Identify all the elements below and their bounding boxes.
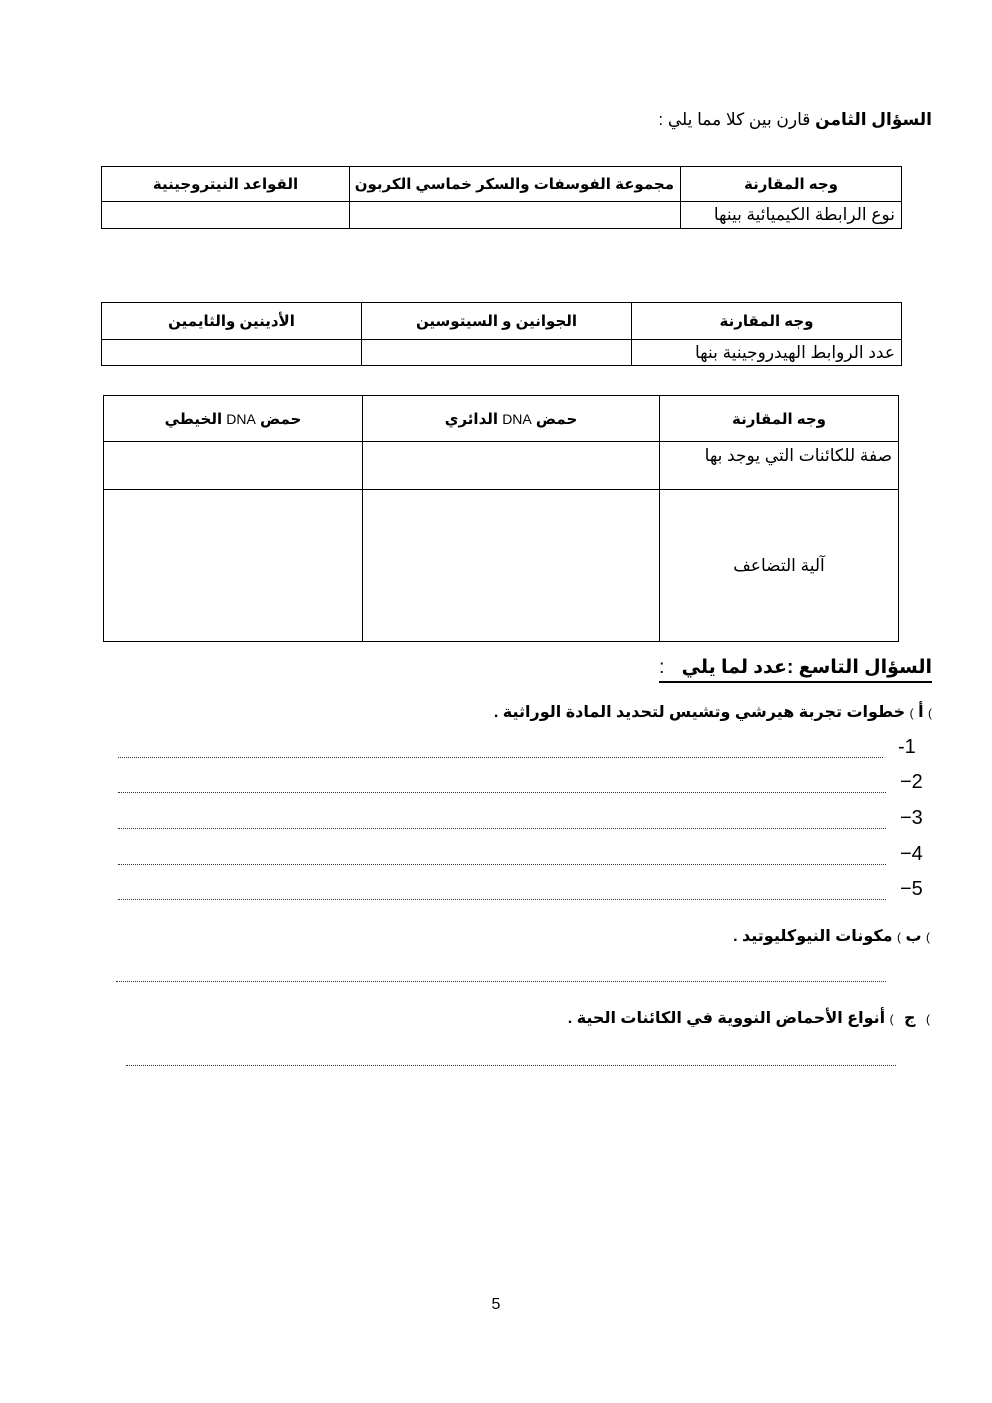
table3-row1-answer-2[interactable] xyxy=(104,442,363,490)
table3-header-circular-suffix: الدائري xyxy=(444,410,499,428)
answer-line-4[interactable] xyxy=(118,843,923,869)
comparison-table-bonds xyxy=(101,166,902,229)
table3-header-linear-dna xyxy=(104,396,363,442)
part-b-answer-line[interactable] xyxy=(116,964,886,986)
table3-header-circular-dna xyxy=(363,396,660,442)
comparison-table-dna-types xyxy=(103,395,899,642)
table2-answer-cell-1[interactable] xyxy=(362,340,632,366)
table2-answer-cell-2[interactable] xyxy=(102,340,362,366)
answer-line-2-dots xyxy=(118,792,886,793)
answer-line-3-dots xyxy=(118,828,886,829)
part-c-text: أنواع الأحماض النووية في الكائنات الحية . xyxy=(567,1010,886,1027)
part-a-text: خطوات تجربة هيرشي وتشيس لتحديد المادة الوراثية . xyxy=(493,704,906,721)
table1-answer-cell-1[interactable] xyxy=(350,202,681,229)
table3-header-aspect: وجه المقارنة xyxy=(660,396,899,442)
part-b-heading xyxy=(733,926,930,946)
answer-line-3-number: −3 xyxy=(900,807,923,829)
question-8-instruction: قارن بين كلا مما يلي : xyxy=(658,110,811,129)
answer-line-3[interactable] xyxy=(118,807,923,833)
table3-row2-answer-1[interactable] xyxy=(363,490,660,642)
table3-header-circular-prefix: حمض xyxy=(535,410,578,428)
table2-header-aspect: وجه المقارنة xyxy=(632,303,902,340)
part-a-marker: أ xyxy=(918,704,924,721)
answer-line-5-number: −5 xyxy=(900,878,923,900)
part-a-paren: ) xyxy=(928,706,932,720)
question-8-title: السؤال الثامن xyxy=(815,110,932,129)
table2-header-adenine-thymine: الأدينين والثايمين xyxy=(102,303,362,340)
part-c-answer-dots xyxy=(126,1065,896,1066)
table3-header-linear-suffix: الخيطي xyxy=(164,410,223,428)
part-c-marker: ج xyxy=(904,1010,916,1027)
table2-row-label: عدد الروابط الهيدروجينية بنها xyxy=(632,340,902,366)
answer-line-1-dots xyxy=(118,757,883,758)
table3-row1-answer-1[interactable] xyxy=(363,442,660,490)
answer-line-2-number: −2 xyxy=(900,771,923,793)
table3-header-linear-dna-label: DNA xyxy=(226,410,256,427)
part-a-heading xyxy=(494,702,932,722)
question-9-colon: : xyxy=(659,657,665,678)
table1-header-phosphate-sugar: مجموعة الفوسفات والسكر خماسي الكربون xyxy=(350,167,681,202)
table3-row2-label: آلية التضاعف xyxy=(660,490,899,642)
table1-row-label: نوع الرابطة الكيميائية بينها xyxy=(681,202,902,229)
table1-header-nitrogen-bases: القواعد النيتروجينية xyxy=(102,167,350,202)
part-c-paren-2: ) xyxy=(889,1012,894,1026)
answer-line-4-number: −4 xyxy=(900,843,923,865)
table3-row2-answer-2[interactable] xyxy=(104,490,363,642)
table2-header-guanine-cytosine: الجوانين و السيتوسين xyxy=(362,303,632,340)
table1-answer-cell-2[interactable] xyxy=(102,202,350,229)
part-b-marker: ب xyxy=(905,928,922,945)
table3-row1-label: صفة للكائنات التي يوجد بها xyxy=(660,442,899,490)
answer-line-5[interactable] xyxy=(118,878,923,904)
table3-header-linear-prefix: حمض xyxy=(260,410,302,428)
answer-line-1-number: -1 xyxy=(898,736,916,758)
question-9-title: السؤال التاسع xyxy=(798,657,932,678)
part-a-paren-2: ) xyxy=(909,706,914,720)
part-b-answer-dots xyxy=(116,981,886,982)
question-9-heading xyxy=(659,656,932,683)
question-8-heading xyxy=(658,110,932,130)
answer-line-2[interactable] xyxy=(118,771,923,797)
part-c-paren: ) xyxy=(926,1012,930,1026)
part-b-paren-2: ) xyxy=(897,930,902,944)
answer-line-1[interactable] xyxy=(118,736,922,762)
answer-line-5-dots xyxy=(118,899,886,900)
table1-header-aspect: وجه المقارنة xyxy=(681,167,902,202)
question-9-instruction: :عدد لما يلي xyxy=(681,657,794,678)
answer-line-4-dots xyxy=(118,864,886,865)
page-number: 5 xyxy=(491,1296,501,1313)
table3-header-circular-dna-label: DNA xyxy=(502,410,532,427)
part-b-paren: ) xyxy=(926,930,930,944)
part-c-heading xyxy=(568,1008,930,1028)
part-c-answer-line[interactable] xyxy=(126,1048,896,1070)
comparison-table-hydrogen-bonds xyxy=(101,302,902,366)
part-b-text: مكونات النيوكليوتيد . xyxy=(733,928,893,945)
